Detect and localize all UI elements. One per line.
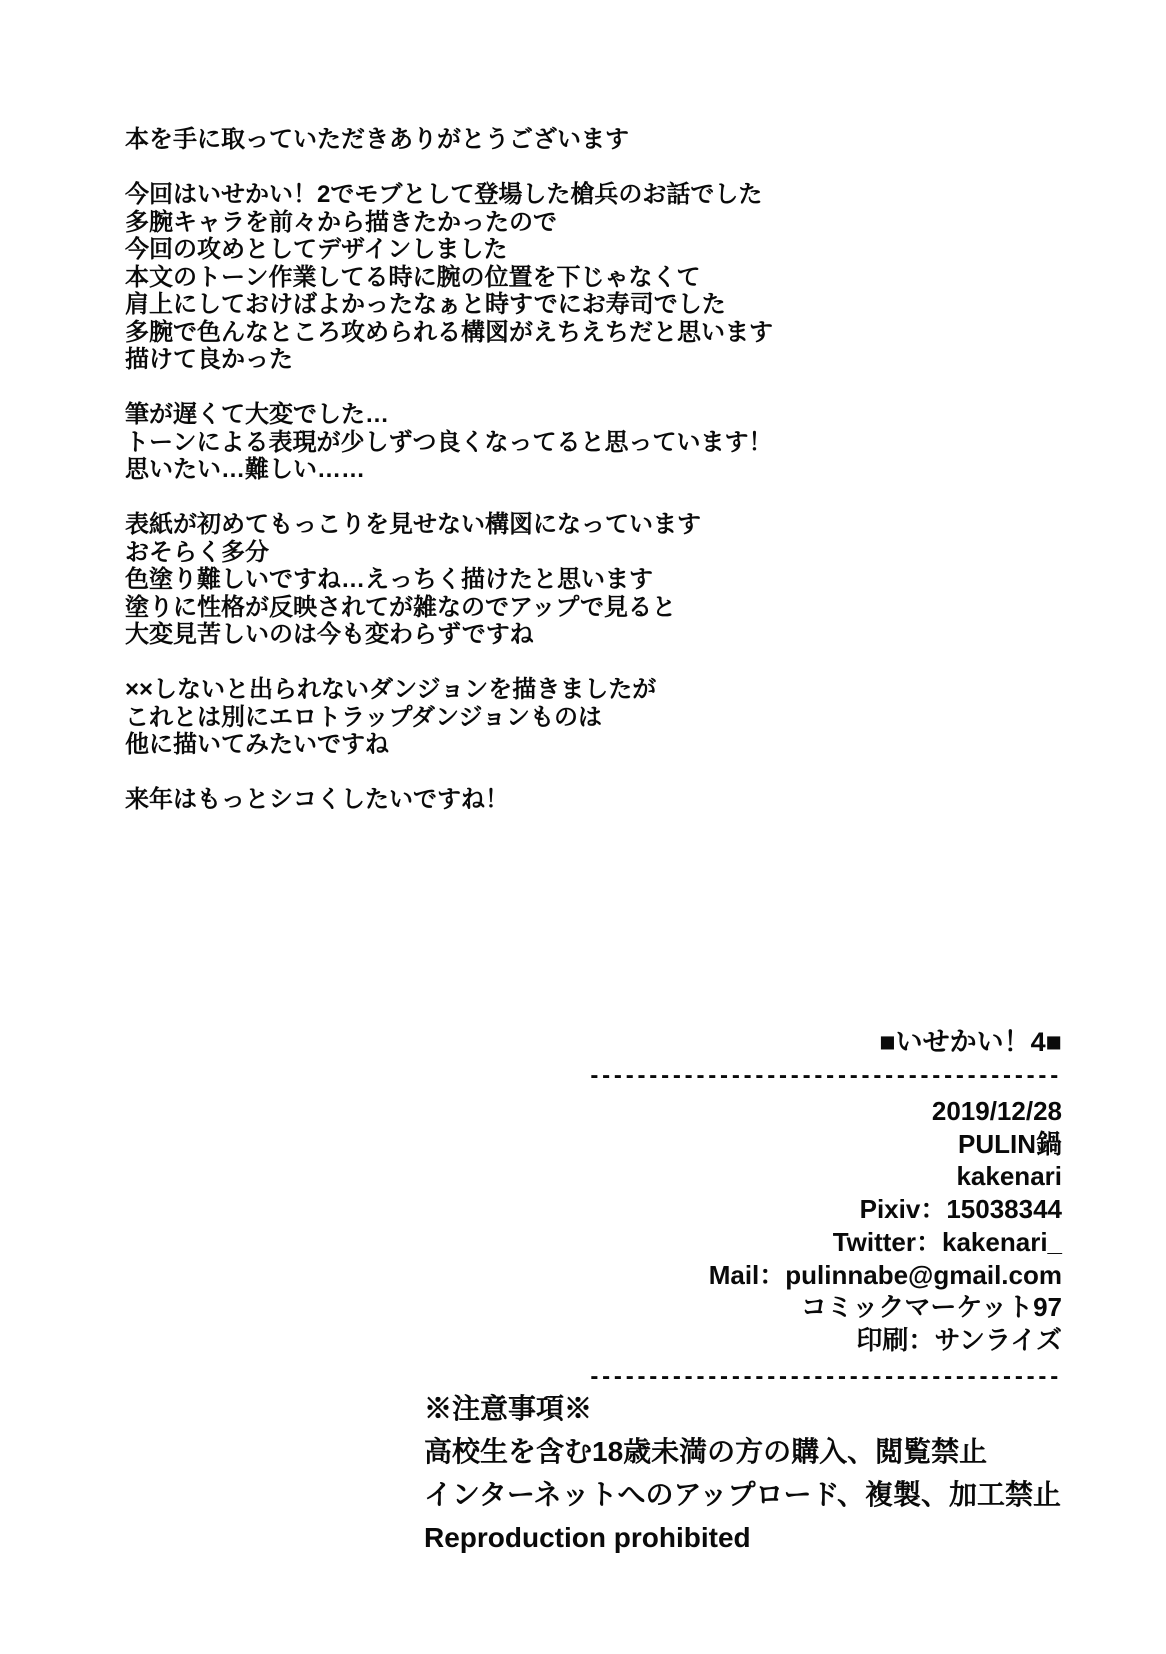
credit-mail: Mail：pulinnabe@gmail.com [708,1259,1062,1290]
afterword-line: 筆が遅くて大変でした… [125,401,389,428]
afterword-line [125,649,773,677]
afterword-line: 大変見苦しいのは今も変わらずですね [125,621,534,648]
afterword-line: 来年はもっとシコくしたいですね！ [125,786,509,813]
afterword-line: 本文のトーン作業してる時に腕の位置を下じゃなくて [125,263,701,291]
separator-line: ---------------------------------------- [590,1362,1062,1390]
colophon-block [590,1027,1062,1397]
credit-pixiv: Pixiv：15038344 [859,1194,1062,1225]
afterword-line: 今回の攻めとしてデザインしました [125,236,508,263]
credit-date: 2019/12/28 [931,1096,1062,1126]
credit-twitter: Twitter：kakenari_ [832,1226,1062,1257]
afterword-line: 思いたい…難しい…… [125,456,365,483]
afterword-line: トーンによる表現が少しずつ良くなってると思っています！ [125,428,773,456]
afterword-line [125,484,773,512]
afterword-line: 描けて良かった [125,346,293,373]
afterword-line: 本を手に取っていただきありがとうございます [125,126,629,153]
afterword-line: 多腕キャラを前々から描きたかったので [125,208,557,236]
credit-circle: PULIN鍋 [957,1128,1062,1159]
credit-author: kakenari [956,1161,1062,1192]
book-title: ■いせかい！4■ [879,1027,1062,1057]
afterword-line [125,759,773,787]
notice-no-upload: インターネットへのアップロード、複製、加工禁止 [424,1479,1062,1510]
afterword-line: 肩上にしておけばよかったなぁと時すでにお寿司でした [125,291,726,318]
afterword-line: 他に描いてみたいですね [125,731,389,758]
afterword-text [125,126,773,814]
notice-age-restriction: 高校生を含む18歳未満の方の購入、閲覧禁止 [424,1436,988,1467]
separator-line: ---------------------------------------- [590,1062,1062,1089]
credit-printer: 印刷：サンライズ [856,1324,1062,1355]
afterword-line: 色塗り難しいですね…えっちく描けたと思います [125,566,653,593]
afterword-line: 今回はいせかい！2でモブとして登場した槍兵のお話でした [125,181,763,208]
notice-reproduction-prohibited: Reproduction prohibited [424,1522,751,1553]
afterword-line: これとは別にエロトラップダンジョンものは [125,703,602,731]
notice-heading: ※注意事項※ [424,1393,593,1424]
afterword-line: 塗りに性格が反映されてが雑なのでアップで見ると [125,593,677,621]
credit-event: コミックマーケット97 [800,1292,1062,1323]
afterword-line: 表紙が初めてもっこりを見せない構図になっています [125,511,701,538]
afterword-line: 多腕で色んなところ攻められる構図がえちえちだと思います [125,318,773,346]
afterword-line [125,374,773,402]
notice-block [424,1387,1061,1559]
afterword-line: おそらく多分 [125,538,269,566]
afterword-line: ××しないと出られないダンジョンを描きましたが [125,676,657,703]
afterword-line [125,154,773,182]
